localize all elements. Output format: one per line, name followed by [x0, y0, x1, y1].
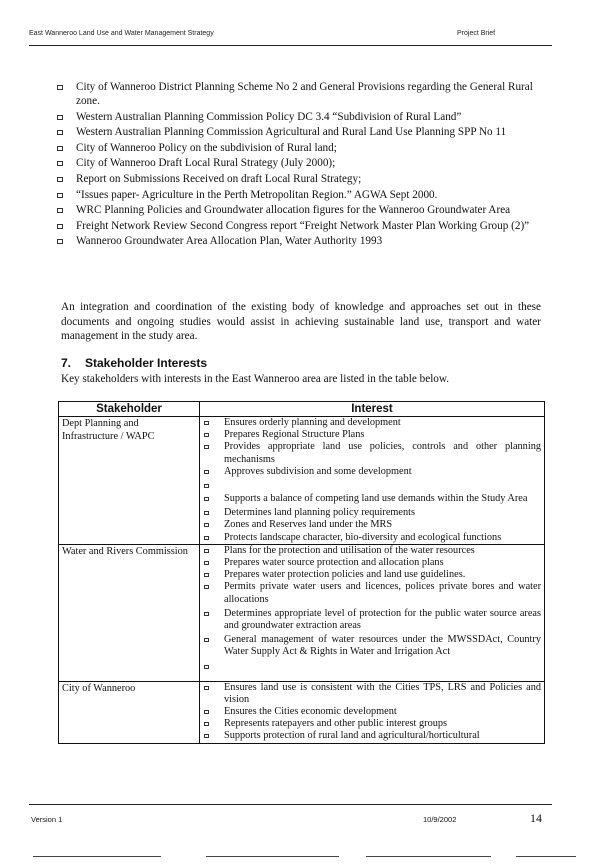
- reference-item: [57, 172, 542, 186]
- reference-item: [57, 80, 542, 108]
- interest-item: [200, 608, 544, 632]
- checkbox-bullet-icon: [57, 224, 63, 229]
- checkbox-bullet-icon: [57, 146, 63, 151]
- interest-text: Determines land planning policy requirements: [224, 507, 416, 519]
- checkbox-bullet-icon: [204, 536, 209, 540]
- interest-item: [200, 441, 544, 465]
- reference-item: [57, 188, 542, 202]
- interest-cell: [200, 417, 545, 545]
- checkbox-bullet-icon: [57, 115, 63, 120]
- checkbox-bullet-icon: [204, 497, 209, 501]
- checkbox-bullet-icon: [57, 161, 63, 166]
- checkbox-bullet-icon: [204, 734, 209, 738]
- reference-text: Freight Network Review Second Congress report “Freight Network Master Plan Working Group (2)”: [76, 219, 530, 232]
- checkbox-bullet-icon: [57, 130, 63, 135]
- reference-item: [57, 203, 542, 217]
- reference-text: Western Australian Planning Commission Agricultural and Rural Land Use Planning SPP No 11: [76, 126, 507, 139]
- reference-text: City of Wanneroo District Planning Scheme No 2 and General Provisions regarding the General Rural zone.: [76, 81, 533, 107]
- interest-item: [200, 634, 544, 658]
- section-title: Stakeholder Interests: [85, 356, 208, 370]
- stakeholder-table: [58, 401, 545, 744]
- interest-cell: [200, 681, 545, 743]
- checkbox-bullet-icon: [204, 638, 209, 642]
- checkbox-bullet-icon: [204, 612, 209, 616]
- checkbox-bullet-icon: [204, 686, 209, 690]
- checkbox-bullet-icon: [204, 549, 209, 553]
- interest-text: Approves subdivision and some development: [224, 465, 412, 477]
- reference-list: [57, 80, 542, 250]
- interest-text: Plans for the protection and utilisation of the water resources: [224, 544, 475, 556]
- column-header-stakeholder: Stakeholder: [59, 402, 200, 417]
- interest-item: [200, 480, 544, 493]
- interest-item: [200, 417, 544, 429]
- interest-text: Ensures the Cities economic development: [224, 706, 397, 718]
- reference-text: Wanneroo Groundwater Area Allocation Plan, Water Authority 1993: [76, 235, 383, 248]
- running-header-title: East Wanneroo Land Use and Water Management Strategy: [29, 30, 214, 37]
- checkbox-bullet-icon: [204, 573, 209, 577]
- interest-text: Supports protection of rural land and agricultural/horticultural: [224, 730, 480, 742]
- stakeholder-cell: City of Wanneroo: [59, 681, 200, 743]
- page-number: 14: [530, 811, 542, 825]
- checkbox-bullet-icon: [204, 421, 209, 425]
- checkbox-bullet-icon: [204, 710, 209, 714]
- interest-item: [200, 661, 544, 681]
- reference-text: Report on Submissions Received on draft Local Rural Strategy;: [76, 172, 362, 185]
- table-row: [59, 544, 545, 681]
- checkbox-bullet-icon: [204, 561, 209, 565]
- header-rule: [29, 45, 552, 46]
- scan-edge-line: [33, 856, 161, 857]
- scan-edge-line: [206, 856, 339, 857]
- checkbox-bullet-icon: [204, 484, 209, 488]
- table-row: [59, 681, 545, 743]
- interest-item: [200, 730, 544, 742]
- interest-text: Zones and Reserves land under the MRS: [224, 519, 393, 531]
- interest-item: [200, 718, 544, 730]
- interest-item: [200, 557, 544, 569]
- interest-item: [200, 682, 544, 706]
- reference-item: [57, 219, 542, 233]
- reference-text: City of Wanneroo Policy on the subdivision of Rural land;: [76, 141, 337, 154]
- interest-text: General management of water resources under the MWSSDAct, Country Water Supply Act & Rights in Water and Irrigation Act: [224, 634, 541, 658]
- interest-item: [200, 706, 544, 718]
- checkbox-bullet-icon: [57, 208, 63, 213]
- checkbox-bullet-icon: [204, 433, 209, 437]
- reference-text: “Issues paper- Agriculture in the Perth Metropolitan Region.” AGWA Sept 2000.: [76, 188, 438, 201]
- column-header-interest: Interest: [200, 402, 545, 417]
- interest-text: Ensures land use is consistent with the Cities TPS, LRS and Policies and vision: [224, 681, 541, 705]
- reference-item: [57, 156, 542, 170]
- body-paragraph: An integration and coordination of the existing body of knowledge and approaches set out in these documents and ongoing studies would assist in achieving sustainable land use, transport and water management in the study area.: [61, 301, 541, 342]
- checkbox-bullet-icon: [204, 722, 209, 726]
- interest-item: [200, 493, 544, 505]
- interest-text: Represents ratepayers and other public interest groups: [224, 718, 448, 730]
- interest-text: Prepares Regional Structure Plans: [224, 429, 365, 441]
- checkbox-bullet-icon: [57, 193, 63, 198]
- scan-edge-line: [516, 856, 576, 857]
- interest-text: Permits private water users and licences, polices private bores and water allocations: [224, 581, 541, 605]
- checkbox-bullet-icon: [57, 85, 63, 90]
- interest-item: [200, 429, 544, 441]
- section-heading: [61, 356, 207, 370]
- checkbox-bullet-icon: [204, 470, 209, 474]
- reference-text: Western Australian Planning Commission Policy DC 3.4 “Subdivision of Rural Land”: [76, 110, 462, 123]
- footer-date: 10/9/2002: [423, 815, 457, 824]
- stakeholder-cell: Dept Planning and Infrastructure / WAPC: [59, 417, 200, 545]
- checkbox-bullet-icon: [204, 511, 209, 515]
- interest-item: [200, 545, 544, 557]
- running-header-doc-type: Project Brief: [457, 30, 496, 37]
- checkbox-bullet-icon: [204, 523, 209, 527]
- interest-text: Supports a balance of competing land use demands within the Study Area: [224, 493, 528, 505]
- reference-item: [57, 141, 542, 155]
- reference-text: WRC Planning Policies and Groundwater allocation figures for the Wanneroo Groundwater Area: [76, 204, 511, 217]
- interest-item: [200, 581, 544, 605]
- section-intro: Key stakeholders with interests in the East Wanneroo area are listed in the table below.: [61, 373, 450, 385]
- interest-item: [200, 466, 544, 478]
- checkbox-bullet-icon: [204, 445, 209, 449]
- table-header-row: [59, 402, 545, 417]
- table-row: [59, 417, 545, 545]
- interest-text: Ensures orderly planning and development: [224, 417, 401, 428]
- checkbox-bullet-icon: [57, 239, 63, 244]
- checkbox-bullet-icon: [204, 585, 209, 589]
- reference-item: [57, 234, 542, 248]
- section-number: 7.: [61, 356, 72, 370]
- interest-text: Prepares water protection policies and land use guidelines.: [224, 569, 466, 581]
- checkbox-bullet-icon: [204, 665, 209, 669]
- interest-item: [200, 569, 544, 581]
- interest-text: Provides appropriate land use policies, controls and other planning mechanisms: [224, 441, 541, 465]
- interest-cell: [200, 544, 545, 681]
- stakeholder-cell: Water and Rivers Commission: [59, 544, 200, 681]
- interest-text: Determines appropriate level of protection for the public water source areas and groundwater extraction areas: [224, 607, 541, 632]
- scan-edge-line: [366, 856, 491, 857]
- checkbox-bullet-icon: [57, 177, 63, 182]
- reference-text: City of Wanneroo Draft Local Rural Strategy (July 2000);: [76, 157, 336, 170]
- reference-item: [57, 110, 542, 124]
- interest-text: Protects landscape character, bio-diversity and ecological functions: [224, 531, 502, 543]
- interest-item: [200, 532, 544, 544]
- reference-item: [57, 125, 542, 139]
- footer-version: Version 1: [31, 815, 63, 824]
- footer-rule: [29, 804, 552, 805]
- interest-item: [200, 519, 544, 531]
- interest-text: Prepares water source protection and allocation plans: [224, 557, 444, 569]
- interest-item: [200, 507, 544, 519]
